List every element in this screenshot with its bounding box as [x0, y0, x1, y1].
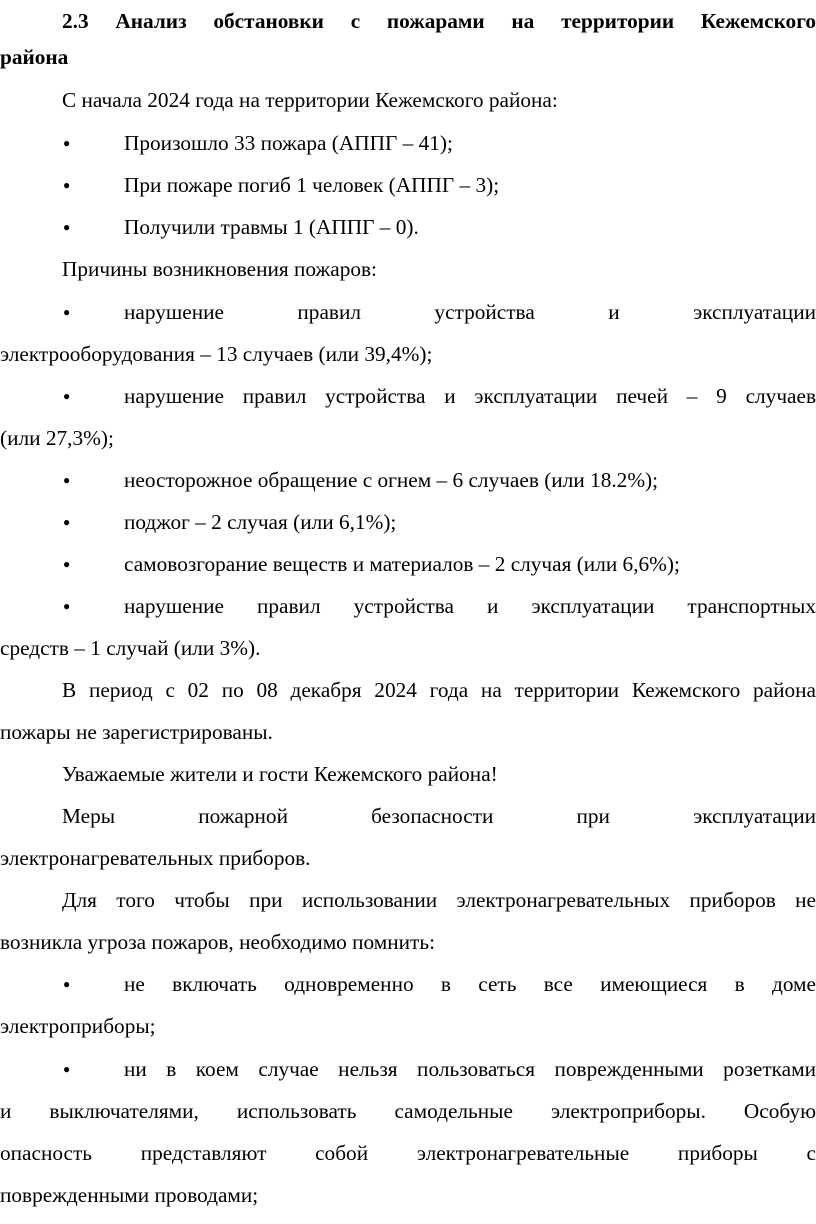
measures-title-line1: Меры пожарной безопасности при эксплуатации: [62, 804, 816, 828]
causes-heading: Причины возникновения пожаров:: [62, 257, 377, 281]
cause-item-1-line2: электрооборудования – 13 случаев (или 39,4%);: [0, 342, 433, 366]
cause-item-6-line1: нарушение правил устройства и эксплуатации транспортных: [124, 594, 816, 618]
section-title-line1: 2.3 Анализ обстановки с пожарами на территории Кежемского: [62, 9, 816, 33]
remember-line2: возникла угроза пожаров, необходимо помнить:: [0, 930, 435, 954]
cause-item-2-line2: (или 27,3%);: [0, 426, 114, 450]
rule-item-2-line3: опасность представляют собой электронагревательные приборы с: [0, 1141, 816, 1165]
cause-item-2-line1: нарушение правил устройства и эксплуатации печей – 9 случаев: [124, 384, 816, 408]
section-title-line2: района: [0, 45, 69, 69]
bullet-icon: ●: [63, 1062, 71, 1076]
stat-item-deaths: При пожаре погиб 1 человек (АППГ – 3);: [124, 173, 500, 197]
remember-line1: Для того чтобы при использовании электронагревательных приборов не: [62, 888, 816, 912]
bullet-icon: ●: [63, 515, 71, 529]
cause-item-5: самовозгорание веществ и материалов – 2 случая (или 6,6%);: [124, 552, 680, 576]
bullet-icon: ●: [63, 178, 71, 192]
stat-item-injuries: Получили травмы 1 (АППГ – 0).: [124, 215, 419, 239]
stat-item-fires: Произошло 33 пожара (АППГ – 41);: [124, 131, 453, 155]
cause-item-4: поджог – 2 случая (или 6,1%);: [124, 510, 397, 534]
cause-item-3: неосторожное обращение с огнем – 6 случаев (или 18.2%);: [124, 468, 659, 492]
period-note-line2: пожары не зарегистрированы.: [0, 720, 273, 744]
bullet-icon: ●: [63, 305, 71, 319]
bullet-icon: ●: [63, 136, 71, 150]
rule-item-1-line1: не включать одновременно в сеть все имеющиеся в доме: [124, 972, 816, 996]
bullet-icon: ●: [63, 977, 71, 991]
measures-title-line2: электронагревательных приборов.: [0, 846, 311, 870]
cause-item-1-line1: нарушение правил устройства и эксплуатации: [124, 300, 816, 324]
rule-item-2-line1: ни в коем случае нельзя пользоваться поврежденными розетками: [124, 1057, 816, 1081]
rule-item-1-line2: электроприборы;: [0, 1014, 156, 1038]
bullet-icon: ●: [63, 389, 71, 403]
bullet-icon: ●: [63, 473, 71, 487]
period-note-line1: В период с 02 по 08 декабря 2024 года на территории Кежемского района: [62, 678, 816, 702]
intro-paragraph: С начала 2024 года на территории Кежемского района:: [62, 88, 558, 112]
bullet-icon: ●: [63, 220, 71, 234]
rule-item-2-line2: и выключателями, использовать самодельные электроприборы. Особую: [0, 1099, 816, 1123]
rule-item-2-line4: поврежденными проводами;: [0, 1183, 259, 1207]
bullet-icon: ●: [63, 599, 71, 613]
bullet-icon: ●: [63, 557, 71, 571]
greeting: Уважаемые жители и гости Кежемского района!: [62, 762, 498, 786]
cause-item-6-line2: средств – 1 случай (или 3%).: [0, 636, 261, 660]
